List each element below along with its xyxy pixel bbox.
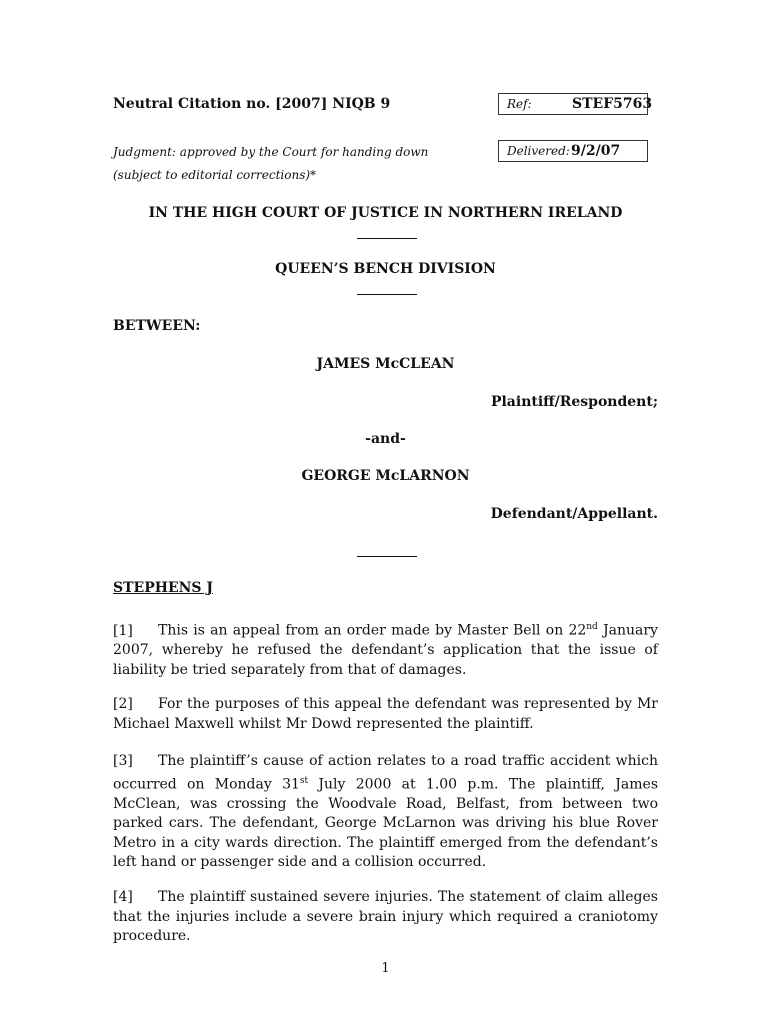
judge-name: STEPHENS J [113, 580, 214, 596]
plaintiff-role: Plaintiff/Respondent; [490, 394, 658, 410]
divider-rule [357, 238, 417, 239]
paragraph-3 [113, 752, 658, 873]
paragraph-number: [2] [113, 696, 133, 712]
and-separator: -and- [365, 431, 406, 447]
paragraph-text: This is an appeal from an order made by Master Bell on 22 [158, 622, 587, 639]
paragraph-number: [3] [113, 753, 133, 769]
between-label: BETWEEN: [113, 318, 201, 334]
subject-note: (subject to editorial corrections)* [113, 168, 317, 182]
paragraph-number: [4] [113, 889, 133, 905]
ref-box [498, 93, 653, 115]
paragraph-number: [1] [113, 622, 133, 639]
paragraph-text: For the purposes of this appeal the defendant was represented by Mr Michael Maxwell whilst Mr Dowd represented the plaintiff. [113, 696, 658, 732]
ordinal-suffix: nd [586, 622, 598, 632]
paragraph-text: The plaintiff’s cause of action relates to a road traffic accident which occurred on Monday 31 [113, 753, 658, 793]
ref-value: STEF5763 [572, 96, 653, 112]
paragraph-text: July 2000 at 1.00 p.m. The plaintiff, James McClean, was crossing the Woodvale Road, Belfast, from between two parked cars. The defendant, George McLarnon was driving his blue Rover Metro in a city wards direction. The plaintiff emerged from the defendant’s left hand or passenger side and a collision occurred. [113, 776, 658, 871]
ordinal-suffix: st [299, 775, 309, 786]
paragraph-1 [113, 618, 658, 680]
delivered-value: 9/2/07 [571, 143, 621, 159]
court-title: IN THE HIGH COURT OF JUSTICE IN NORTHERN IRELAND [148, 205, 623, 221]
paragraph-4 [113, 888, 658, 947]
paragraph-text: January 2007, whereby he refused the defendant’s application that the issue of liability be tried separately from that of damages. [113, 622, 659, 678]
defendant-name: GEORGE McLARNON [301, 468, 470, 484]
neutral-citation: Neutral Citation no. [2007] NIQB 9 [113, 96, 391, 112]
defendant-role: Defendant/Appellant. [490, 506, 658, 522]
judgment-note: Judgment: approved by the Court for handing down [113, 145, 429, 159]
paragraph-text: The plaintiff sustained severe injuries. The statement of claim alleges that the injuries include a severe brain injury which required a craniotomy procedure. [113, 889, 658, 944]
court-division: QUEEN’S BENCH DIVISION [275, 261, 496, 277]
paragraph-2 [113, 695, 658, 734]
page-number: 1 [381, 961, 390, 976]
delivered-label: Delivered: [507, 144, 570, 158]
divider-rule [357, 556, 417, 557]
plaintiff-name: JAMES McCLEAN [316, 356, 455, 372]
delivered-box [498, 140, 648, 162]
ref-label: Ref: [507, 97, 532, 111]
divider-rule [357, 294, 417, 295]
